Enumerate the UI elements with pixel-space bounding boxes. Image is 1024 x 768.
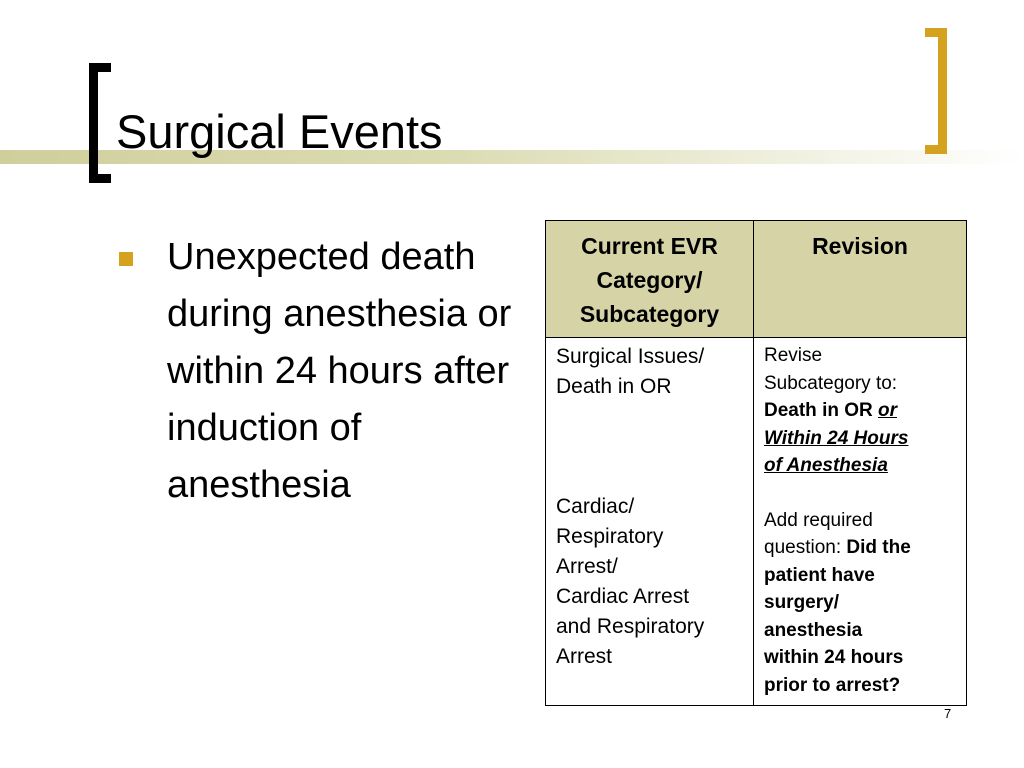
- cell-spacer: [556, 402, 743, 492]
- revision-bold-italic-text: or: [878, 400, 898, 421]
- revision-line: Add required: [764, 509, 873, 531]
- current-item-line: Arrest: [556, 645, 613, 668]
- revision-question-line: within 24 hours: [764, 647, 904, 668]
- current-item-line: Cardiac/: [556, 495, 635, 518]
- revision-line: Subcategory to:: [764, 372, 898, 394]
- page-number: 7: [944, 706, 952, 721]
- evr-table: [545, 220, 967, 706]
- current-item-line: Surgical Issues/: [556, 345, 705, 368]
- revision-line-bold: [764, 397, 956, 425]
- revision-question-line: anesthesia: [764, 619, 863, 641]
- revision-line: Revise: [764, 345, 823, 366]
- current-item-line: Death in OR: [556, 375, 672, 398]
- bullet-square-icon: [119, 252, 133, 266]
- current-item-line: and Respiratory: [556, 615, 705, 638]
- revision-question-line: surgery/: [764, 592, 839, 613]
- cell-spacer: [764, 480, 956, 507]
- current-item-line: Arrest/: [556, 555, 618, 578]
- revision-bold-italic-line: of Anesthesia: [764, 455, 888, 476]
- left-bracket-decoration: [89, 63, 111, 183]
- revision-bold-italic-line: Within 24 Hours: [764, 427, 909, 449]
- slide-title: Surgical Events: [116, 105, 443, 158]
- revision-question-line: prior to arrest?: [764, 674, 901, 696]
- revision-cell: [754, 338, 967, 706]
- header-current-category: Current EVR Category/ Subcategory: [546, 221, 754, 338]
- revision-bold-text: Did the: [846, 537, 911, 558]
- revision-bold-text: Death in OR: [764, 400, 879, 421]
- table-header-row: [546, 221, 967, 338]
- table-row: [546, 338, 967, 706]
- bullet-text: Unexpected death during anesthesia or within 24 hours after induction of anesthesia: [167, 236, 512, 506]
- revision-question-line: patient have: [764, 564, 875, 586]
- current-category-cell: [546, 338, 754, 706]
- revision-line: [764, 534, 956, 562]
- current-item-line: Cardiac Arrest: [556, 585, 690, 608]
- header-revision: Revision: [754, 221, 967, 338]
- revision-plain-text: question:: [764, 537, 847, 558]
- right-bracket-decoration: [925, 28, 947, 154]
- current-item-line: Respiratory: [556, 525, 664, 548]
